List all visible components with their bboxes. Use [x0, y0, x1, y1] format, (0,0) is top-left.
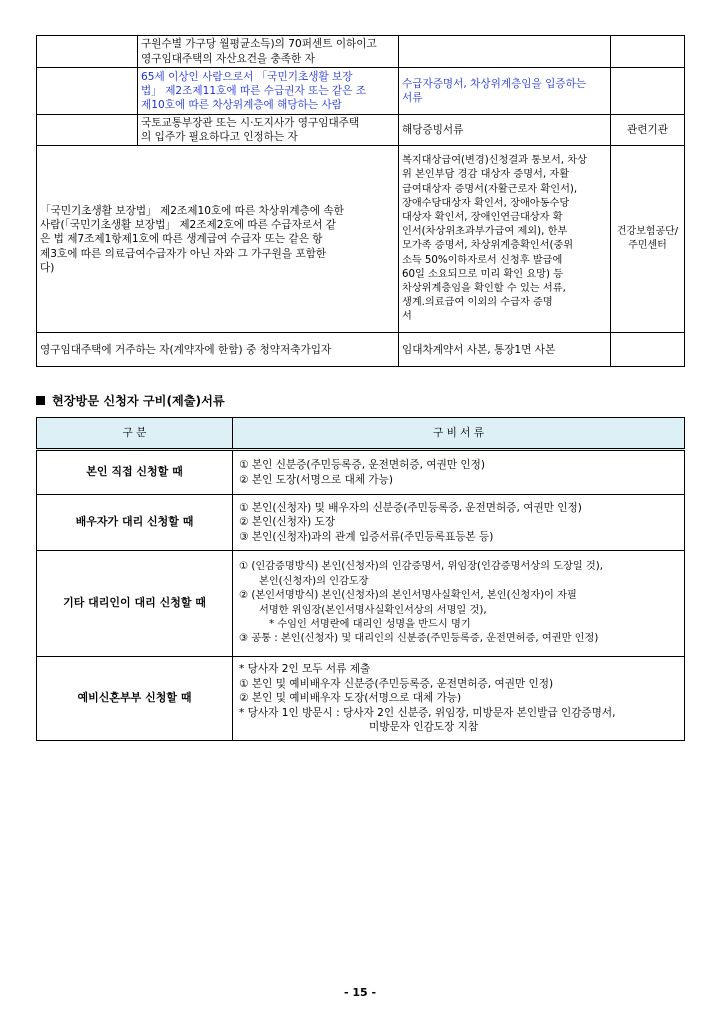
documents-cell: * 당사자 2인 모두 서류 제출 ① 본인 및 예비배우자 신분증(주민등록증, 운전면허증, 여권만 인정) ② 본인 및 예비배우자 도장(서명으로 대체 가능) * 당사자 1인 방문시 : 당사자 2인 신분증, 위임장, 미방문자 본인발급 인감증명서, 미방문자 인감도장 지참	[233, 657, 685, 741]
table-row	[37, 450, 685, 495]
table-row	[37, 495, 685, 551]
documents-cell: ① 본인 신분증(주민등록증, 운전면허증, 여권만 인정) ② 본인 도장(서명으로 대체 가능)	[233, 450, 685, 495]
category-cell: 본인 직접 신청할 때	[37, 450, 233, 495]
table-row	[37, 146, 685, 333]
table-cell: 영구임대주택에 거주하는 자(계약자에 한함) 중 청약저축가입자	[37, 333, 399, 367]
table-cell: 수급자증명서, 차상위계층임을 입증하는 서류	[399, 68, 611, 115]
table-cell	[611, 36, 685, 68]
section-title: 현장방문 신청자 구비(제출)서류	[36, 392, 225, 409]
table-cell: 국토교통부장관 또는 시·도지사가 영구임대주택 의 입주가 필요하다고 인정하는 자	[138, 115, 399, 146]
table-cell: 「국민기초생활 보장법」 제2조제10호에 따른 차상위계층에 속한 사람(「국민기초생활 보장법」 제2조제2호에 따른 수급자로서 같 은 법 제7조제1항제1호에 따른 생계급여 수급자 또는 같은 항 제3호에 따른 의료급여수급자가 아닌 자와 그 가구원을 포함한 다)	[37, 146, 399, 333]
table-cell: 해당증빙서류	[399, 115, 611, 146]
table-cell	[37, 115, 138, 146]
table-cell: 구원수별 가구당 월평균소득)의 70퍼센트 이하이고 영구임대주택의 자산요건을 충족한 자	[138, 36, 399, 68]
table-row	[37, 657, 685, 741]
category-cell: 기타 대리인이 대리 신청할 때	[37, 551, 233, 657]
required-documents-table	[36, 417, 685, 741]
eligibility-table	[36, 35, 685, 367]
table-cell	[37, 36, 138, 68]
table-cell	[37, 68, 138, 115]
category-cell: 예비신혼부부 신청할 때	[37, 657, 233, 741]
table-cell: 65세 이상인 사람으로서 「국민기초생활 보장 법」 제2조제11호에 따른 수급권자 또는 같은 조 제10호에 따른 차상위계층에 해당하는 사람	[138, 68, 399, 115]
table-cell: 복지대상급여(변경)신청결과 통보서, 차상 위 본인부담 경감 대상자 증명서, 자활 급여대상자 증명서(자활근로자 확인서), 장애수당대상자 확인서, 장애아동수당 대상자 확인서, 장애인연금대상자 확 인서(차상위초과부가급여 제외), 한부 모가족 증명서, 차상위계층확인서(중위 소득 50%이하자로서 신청후 발급에 60일 소요되므로 미리 확인 요망) 등 차상위계층임을 확인할 수 있는 서류, 생계.의료급여 이외의 수급자 증명 서	[399, 146, 611, 333]
table-cell: 관련기관	[611, 115, 685, 146]
table-row	[37, 333, 685, 367]
table-cell: 임대차계약서 사본, 통장1면 사본	[399, 333, 611, 367]
documents-cell: ① (인감증명방식) 본인(신청자)의 인감증명서, 위임장(인감증명서상의 도장일 것), 본인(신청자)의 인감도장 ② (본인서명방식) 본인(신청자)의 본인서명사실확인서, 본인(신청자)이 자필 서명한 위임장(본인서명사실확인서상의 서명일 것), * 수임인 서명란에 대리인 성명을 반드시 명기 ③ 공통 : 본인(신청자) 및 대리인의 신분증(주민등록증, 운전면허증, 여권만 인정)	[233, 551, 685, 657]
table-row	[37, 551, 685, 657]
table-row	[37, 115, 685, 146]
table-header-row	[37, 418, 685, 450]
header-documents: 구 비 서 류	[233, 418, 685, 450]
page-number: - 15 -	[343, 986, 377, 999]
table-cell: 건강보험공단/ 주민센터	[611, 146, 685, 333]
table-row	[37, 36, 685, 68]
table-cell	[611, 333, 685, 367]
table-cell	[399, 36, 611, 68]
square-bullet-icon	[36, 396, 45, 405]
category-cell: 배우자가 대리 신청할 때	[37, 495, 233, 551]
table-row	[37, 68, 685, 115]
documents-cell: ① 본인(신청자) 및 배우자의 신분증(주민등록증, 운전면허증, 여권만 인정) ② 본인(신청자) 도장 ③ 본인(신청자)과의 관계 입증서류(주민등록표등본 등)	[233, 495, 685, 551]
table-cell	[611, 68, 685, 115]
header-category: 구 분	[37, 418, 233, 450]
